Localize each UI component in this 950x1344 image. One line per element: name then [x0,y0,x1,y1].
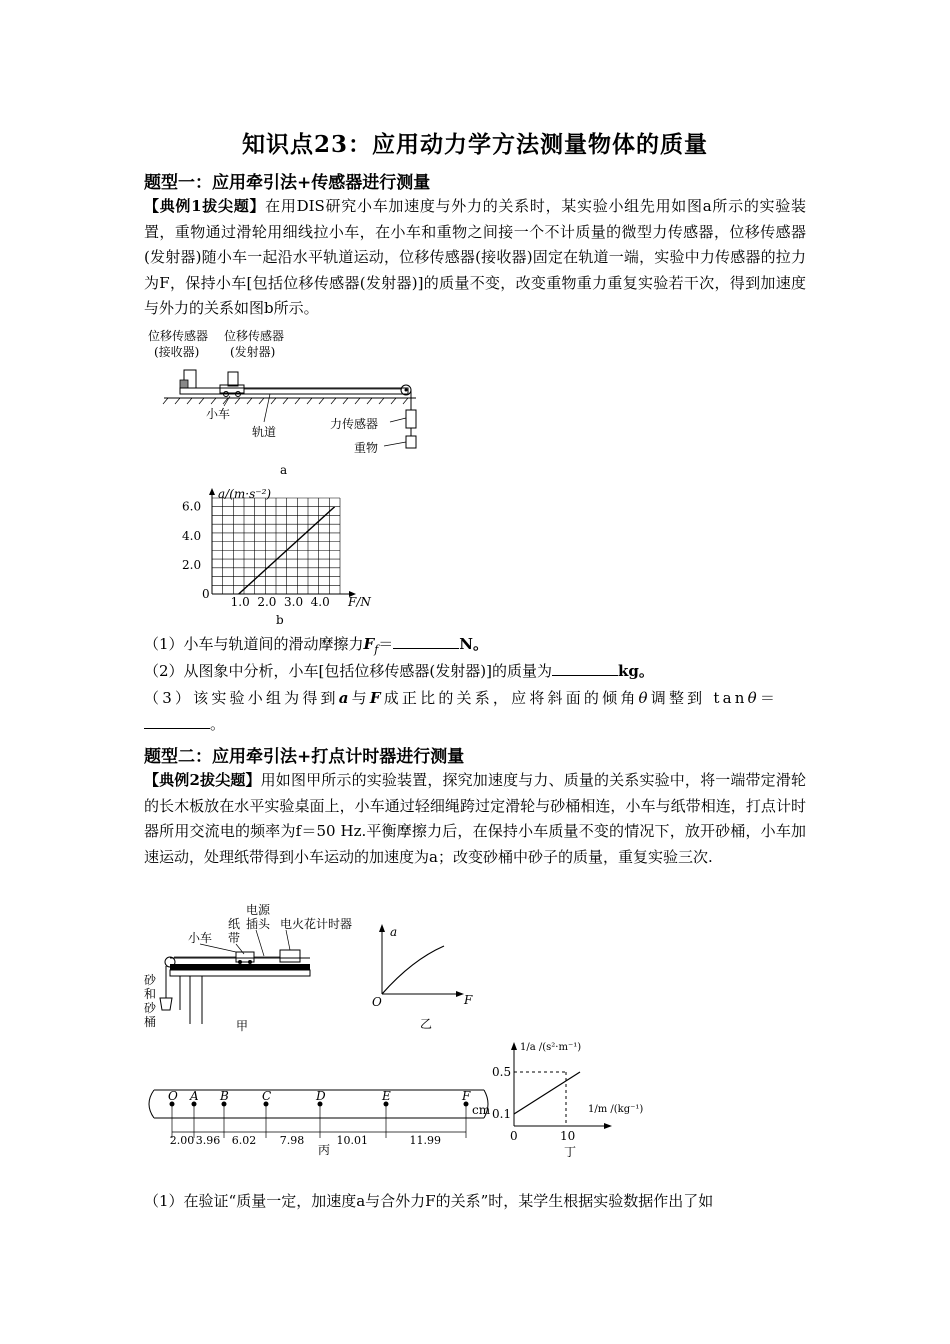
figure-ding-ylabel: 1/a /(s²·m⁻¹) [520,1042,582,1053]
figure-b-x-tick: 3.0 [284,595,304,609]
tape-point-label: E [382,1089,391,1103]
receiver-label-2: (接收器) [154,345,200,359]
bucket-label-3: 砂 [144,1001,157,1015]
figure-jia-caption: 甲 [236,1019,249,1033]
figure-yi-curve [382,946,444,994]
figure-b-caption: b [276,613,284,627]
figure-b-y-tick: 6.0 [182,499,202,514]
figure-yi-origin: O [372,995,382,1009]
power-label-1: 电源 [246,903,271,917]
example2-tag: 【典例2拔尖题】 [144,771,261,789]
figure-b-x-tick: 2.0 [257,595,277,609]
example1-paragraph [144,194,806,322]
q3-theta: θ [638,689,651,707]
figure-ding-y-tick-low: 0.1 [492,1107,512,1121]
q3-mid3: 调整到 tan [650,689,748,707]
figure-ding-xlabel: 1/m /(kg⁻¹) [588,1104,644,1115]
figure-jia-apparatus [140,900,353,1035]
question-1-3 [144,686,806,711]
tape-point-label: D [316,1089,326,1103]
question-1-1 [144,632,806,662]
question-2-1: （1）在验证“质量一定，加速度a与合外力F的关系”时，某学生根据实验数据作出了如 [144,1192,714,1210]
timer-label: 电火花计时器 [280,917,353,931]
question-1-3-cont [144,712,806,737]
figure-b-y-tick: 2.0 [182,557,202,572]
power-label-2: 插头 [246,917,271,931]
tape-point-label: A [190,1089,199,1103]
tape-point-label: C [262,1089,272,1103]
figure-yi-caption: 乙 [420,1017,433,1031]
section1-heading: 题型一：应用牵引法+传感器进行测量 [144,173,431,193]
q3-theta2: θ [747,689,760,707]
figure-ding-chart [490,1042,650,1162]
example1-tag: 【典例1拔尖题】 [144,197,266,215]
figure-b-chart [180,484,380,628]
q2-prefix: （2）从图象中分析，小车[包括位移传感器(发射器)]的质量为 [144,662,552,680]
figure-ding-x-tick-0: 0 [510,1129,518,1143]
tape-unit: cm [472,1103,491,1117]
q2-answer-blank[interactable] [552,661,618,676]
q3-F: F [369,689,384,707]
q1-prefix: （1）小车与轨道间的滑动摩擦力 [144,635,364,653]
q3-prefix: （3）该实验小组为得到 [144,689,339,707]
figure-bing-tape [140,1082,500,1162]
figure-b-x-tick: 1.0 [230,595,250,609]
bucket-label-4: 桶 [144,1015,157,1029]
figure-yi-chart [368,922,478,1034]
q1-sub: f [374,643,379,656]
q3-a: a [338,689,352,707]
tape-spacing: 11.99 [409,1134,441,1147]
q3-answer-blank[interactable] [144,714,210,729]
weight-label: 重物 [354,441,379,455]
figure-b-y-tick: 4.0 [182,528,202,543]
tape-label-1: 纸 [228,917,241,931]
figure-bing-caption: 丙 [318,1143,331,1157]
figure-ding-caption: 丁 [564,1145,577,1159]
tape-spacing: 7.98 [279,1134,305,1147]
tape-spacing: 10.01 [336,1134,368,1147]
tape-spacing: 3.96 [195,1134,221,1147]
q1-answer-blank[interactable] [393,634,459,649]
example2-text: 用如图甲所示的实验装置，探究加速度与力、质量的关系实验中，将一端带定滑轮的长木板放在水平实验桌面上，小车通过轻细绳跨过定滑轮与砂桶相连，小车与纸带相连，打点计时器所用交流电的频率为f＝50 Hz.平衡摩擦力后，在保持小车质量不变的情况下，放开砂桶，小车加速运动，处理纸带得到小车运动的加速度为a；改变砂桶中砂子的质量，重复实验三次. [144,771,806,866]
figure-b-ylabel: a/(m·s⁻²) [218,487,272,501]
figure-b-grid [209,488,356,597]
figure-yi-ylabel: a [390,925,398,939]
bucket-label-1: 砂 [144,973,157,987]
figure-ding-x-tick-10: 10 [560,1129,576,1143]
force-sensor-label: 力传感器 [330,417,379,431]
figure-ding-y-tick-high: 0.5 [492,1065,512,1079]
bucket-label-2: 和 [144,987,157,1001]
figure-b-xlabel: F/N [348,595,371,609]
question-1-2 [144,659,806,684]
q1-eq: ＝ [378,635,394,653]
q1-suffix: N。 [459,635,489,653]
tape-point-label: O [168,1089,178,1103]
tape-point-label: B [220,1089,229,1103]
emitter-label-2: (发射器) [230,345,276,359]
tape-point-label: F [462,1089,471,1103]
q3-mid2: 成正比的关系，应将斜面的倾角 [383,689,639,707]
section2-heading: 题型二：应用牵引法+打点计时器进行测量 [144,747,465,767]
figure-a-apparatus [140,322,440,482]
example2-paragraph [144,768,806,870]
q1-var: F [363,635,375,653]
figure-yi-xlabel: F [464,993,473,1007]
q3-eq: ＝ [759,689,779,707]
q2-suffix: kg。 [617,662,654,680]
emitter-label-1: 位移传感器 [224,329,285,343]
tape-spacing: 6.02 [231,1134,257,1147]
page-title: 知识点23：应用动力学方法测量物体的质量 [241,131,708,158]
q3-suffix: 。 [210,715,226,733]
q3-mid1: 与 [351,689,370,707]
receiver-label-1: 位移传感器 [148,329,209,343]
figure-a-caption: a [280,463,288,477]
figure-ding-line [514,1072,580,1114]
figure-b-origin: 0 [202,587,210,601]
example1-text: 在用DIS研究小车加速度与外力的关系时，某实验小组先用如图a所示的实验装置，重物通过滑轮用细线拉小车，在小车和重物之间接一个不计质量的微型力传感器，位移传感器(发射器)随小车一起沿水平轨道运动，位移传感器(接收器)固定在轨道一端，实验中力传感器的拉力为F，保持小车[包括位移传感器(发射器)]的质量不变，改变重物重力重复实验若干次，得到加速度与外力的关系如图b所示。 [144,197,806,317]
tape-spacing: 2.00 [169,1134,195,1147]
figure-b-x-tick: 4.0 [310,595,330,609]
jia-cart-label: 小车 [188,931,213,945]
cart-label: 小车 [206,407,231,421]
tape-label-2: 带 [228,931,241,945]
track-label: 轨道 [252,425,277,439]
